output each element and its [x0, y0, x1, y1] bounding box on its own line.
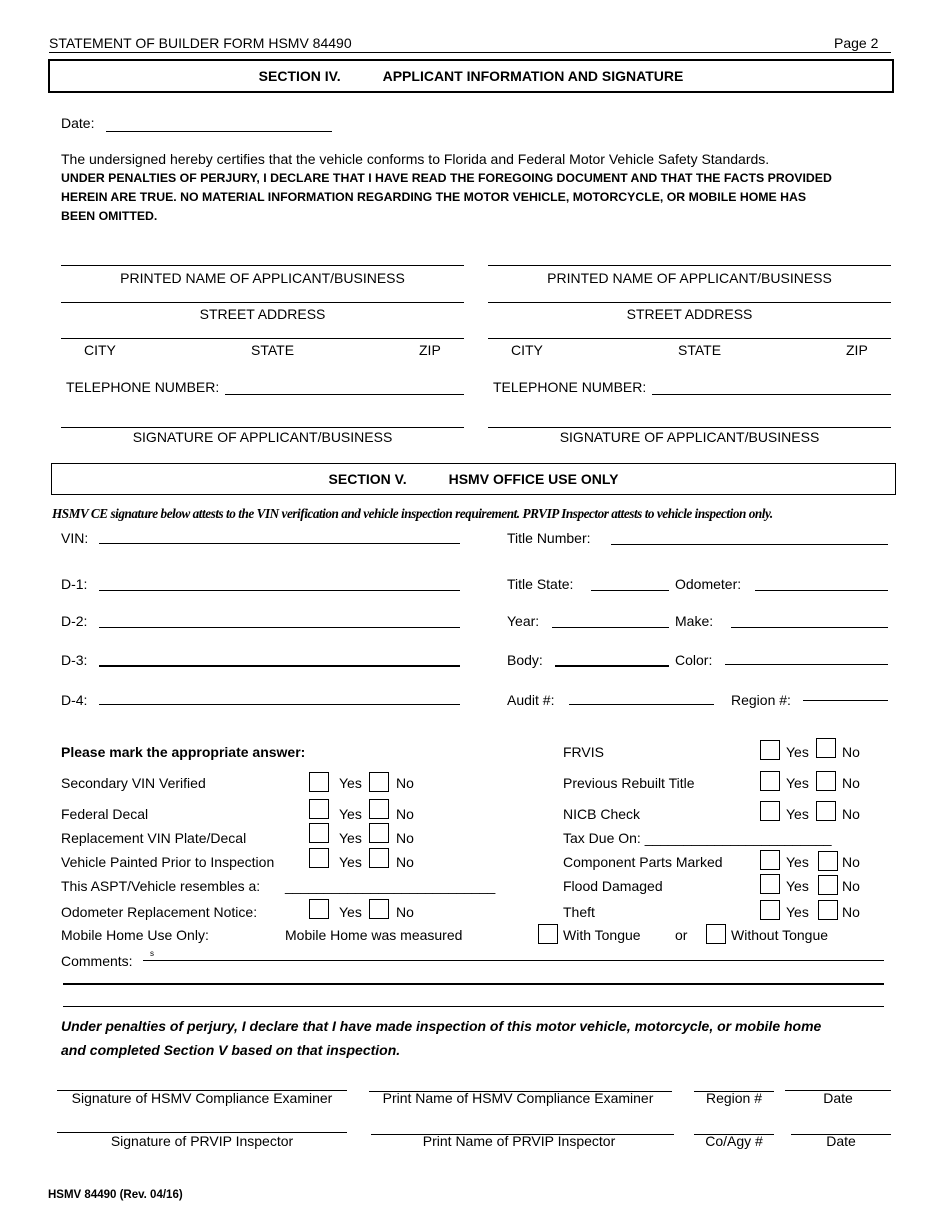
prvip-date-label: Date: [826, 1133, 856, 1149]
component-parts-label: Component Parts Marked: [563, 854, 723, 870]
applicant-1-city-line[interactable]: [61, 338, 464, 339]
previous-rebuilt-yes-label: Yes: [786, 775, 809, 791]
d4-label: D-4:: [61, 692, 88, 708]
vin-input[interactable]: [99, 543, 460, 544]
page-number: Page 2: [834, 35, 879, 51]
section-4-label: SECTION IV.: [258, 68, 341, 84]
applicant-1-state-label: STATE: [251, 342, 295, 358]
comments-input-line-1[interactable]: [143, 960, 884, 961]
comments-label: Comments:: [61, 953, 133, 969]
year-input[interactable]: [552, 627, 669, 628]
applicant-2-signature-label: SIGNATURE OF APPLICANT/BUSINESS: [559, 429, 820, 445]
applicant-1-signature-label: SIGNATURE OF APPLICANT/BUSINESS: [132, 429, 393, 445]
prvip-signature-label: Signature of PRVIP Inspector: [110, 1133, 294, 1149]
tax-due-field[interactable]: Tax Due On: ________________________: [563, 830, 832, 846]
mobile-home-measured-label: Mobile Home was measured: [285, 927, 463, 943]
applicant-1-zip-label: ZIP: [419, 342, 441, 358]
component-parts-yes-checkbox[interactable]: [760, 850, 780, 870]
flood-damaged-yes-checkbox[interactable]: [760, 874, 780, 894]
make-label: Make:: [675, 613, 714, 629]
federal-decal-yes-label: Yes: [339, 806, 362, 822]
title-state-input[interactable]: [591, 590, 669, 591]
federal-decal-yes-checkbox[interactable]: [309, 799, 329, 819]
federal-decal-label: Federal Decal: [61, 806, 149, 822]
applicant-1-signature-line[interactable]: [61, 427, 464, 428]
replacement-vin-label: Replacement VIN Plate/Decal: [61, 830, 247, 846]
applicant-2-telephone-input[interactable]: [652, 394, 891, 395]
theft-yes-checkbox[interactable]: [760, 900, 780, 920]
nicb-check-no-checkbox[interactable]: [816, 801, 836, 821]
applicant-2-street-line[interactable]: [488, 302, 891, 303]
applicant-1-street-label: STREET ADDRESS: [199, 306, 326, 322]
applicant-1-name-label: PRINTED NAME OF APPLICANT/BUSINESS: [120, 270, 405, 286]
component-parts-yes-label: Yes: [786, 854, 809, 870]
audit-label: Audit #:: [507, 692, 555, 708]
make-input[interactable]: [731, 627, 888, 628]
section-5-title: HSMV OFFICE USE ONLY: [448, 471, 619, 487]
odometer-label: Odometer:: [675, 576, 742, 592]
comments-input-line-2[interactable]: [63, 983, 884, 985]
comments-input-line-3[interactable]: [63, 1006, 884, 1007]
nicb-check-yes-label: Yes: [786, 806, 809, 822]
nicb-check-label: NICB Check: [563, 806, 641, 822]
previous-rebuilt-yes-checkbox[interactable]: [760, 771, 780, 791]
odometer-notice-label: Odometer Replacement Notice:: [61, 904, 258, 920]
d3-label: D-3:: [61, 652, 88, 668]
previous-rebuilt-no-label: No: [842, 775, 860, 791]
without-tongue-checkbox[interactable]: [706, 924, 726, 944]
applicant-2-street-label: STREET ADDRESS: [626, 306, 753, 322]
applicant-2-telephone-label: TELEPHONE NUMBER:: [493, 379, 647, 395]
applicant-2-name-line[interactable]: [488, 265, 891, 266]
attestation-note: HSMV CE signature below attests to the VIN verification and vehicle inspection requirement. PRVIP Inspector attests to vehicle inspection only.: [52, 506, 773, 521]
nicb-check-no-label: No: [842, 806, 860, 822]
theft-yes-label: Yes: [786, 904, 809, 920]
replacement-vin-yes-label: Yes: [339, 830, 362, 846]
title-state-label: Title State:: [507, 576, 574, 592]
perjury-statement-line-2: HEREIN ARE TRUE. NO MATERIAL INFORMATION REGARDING THE MOTOR VEHICLE, MOTORCYCLE, OR MOBILE HOME HAS: [61, 190, 807, 204]
frvis-no-label: No: [842, 744, 860, 760]
frvis-label: FRVIS: [563, 744, 604, 760]
color-label: Color:: [675, 652, 713, 668]
federal-decal-no-label: No: [396, 806, 414, 822]
d2-label: D-2:: [61, 613, 88, 629]
replacement-vin-no-label: No: [396, 830, 414, 846]
audit-input[interactable]: [569, 704, 714, 705]
coagy-number-label: Co/Agy #: [705, 1133, 763, 1149]
region-input[interactable]: [803, 700, 888, 701]
date-input[interactable]: [106, 131, 332, 132]
frvis-yes-checkbox[interactable]: [760, 740, 780, 760]
region-label: Region #:: [731, 692, 791, 708]
secondary-vin-no-checkbox[interactable]: [369, 772, 389, 792]
body-label: Body:: [507, 652, 543, 668]
year-label: Year:: [507, 613, 540, 629]
section-5-heading: [51, 463, 896, 495]
inspector-perjury-line-1: Under penalties of perjury, I declare that I have made inspection of this motor vehicle, motorcycle, or mobile home: [61, 1018, 822, 1034]
without-tongue-label: Without Tongue: [731, 927, 829, 943]
odometer-notice-no-checkbox[interactable]: [369, 899, 389, 919]
secondary-vin-label: Secondary VIN Verified: [61, 775, 206, 791]
flood-damaged-no-checkbox[interactable]: [818, 875, 838, 895]
frvis-no-checkbox[interactable]: [816, 738, 836, 758]
applicant-2-signature-line[interactable]: [488, 427, 891, 428]
replacement-vin-yes-checkbox[interactable]: [309, 823, 329, 843]
theft-no-label: No: [842, 904, 860, 920]
odometer-input[interactable]: [755, 590, 888, 591]
resembles-label: This ASPT/Vehicle resembles a:: [61, 878, 261, 894]
applicant-1-street-line[interactable]: [61, 302, 464, 303]
header-rule: [49, 52, 891, 53]
body-input[interactable]: [555, 665, 669, 667]
vehicle-painted-label: Vehicle Painted Prior to Inspection: [61, 854, 275, 870]
d4-input[interactable]: [99, 704, 460, 705]
or-label: or: [675, 927, 688, 943]
applicant-2-state-label: STATE: [678, 342, 722, 358]
previous-rebuilt-no-checkbox[interactable]: [816, 771, 836, 791]
with-tongue-label: With Tongue: [563, 927, 641, 943]
frvis-yes-label: Yes: [786, 744, 809, 760]
date-label: Date:: [61, 115, 95, 131]
prvip-print-label: Print Name of PRVIP Inspector: [422, 1133, 616, 1149]
resembles-input[interactable]: ___________________________: [285, 878, 496, 894]
vehicle-painted-yes-label: Yes: [339, 854, 362, 870]
component-parts-no-label: No: [842, 854, 860, 870]
secondary-vin-no-label: No: [396, 775, 414, 791]
applicant-1-telephone-input[interactable]: [225, 394, 464, 395]
section-4-heading: [48, 59, 894, 93]
perjury-statement-line-1: UNDER PENALTIES OF PERJURY, I DECLARE THAT I HAVE READ THE FOREGOING DOCUMENT AND THAT THE FACTS PROVIDED: [61, 171, 832, 185]
certification-text: The undersigned hereby certifies that the vehicle conforms to Florida and Federal Motor Vehicle Safety Standards.: [61, 151, 770, 167]
applicant-2-city-line[interactable]: [488, 338, 891, 339]
vehicle-painted-no-label: No: [396, 854, 414, 870]
vehicle-painted-yes-checkbox[interactable]: [309, 848, 329, 868]
d3-input[interactable]: [99, 665, 460, 667]
flood-damaged-no-label: No: [842, 878, 860, 894]
applicant-1-city-label: CITY: [84, 342, 116, 358]
component-parts-no-checkbox[interactable]: [818, 851, 838, 871]
secondary-vin-yes-label: Yes: [339, 775, 362, 791]
applicant-1-name-line[interactable]: [61, 265, 464, 266]
odometer-notice-no-label: No: [396, 904, 414, 920]
nicb-check-yes-checkbox[interactable]: [760, 801, 780, 821]
vehicle-painted-no-checkbox[interactable]: [369, 848, 389, 868]
previous-rebuilt-label: Previous Rebuilt Title: [563, 775, 695, 791]
inspector-perjury-line-2: and completed Section V based on that inspection.: [61, 1042, 401, 1058]
section-4-title: APPLICANT INFORMATION AND SIGNATURE: [382, 68, 684, 84]
theft-no-checkbox[interactable]: [818, 900, 838, 920]
d1-input[interactable]: [99, 590, 460, 591]
examiner-print-label: Print Name of HSMV Compliance Examiner: [382, 1090, 654, 1106]
applicant-1-telephone-label: TELEPHONE NUMBER:: [66, 379, 220, 395]
d1-label: D-1:: [61, 576, 88, 592]
region-number-label: Region #: [705, 1090, 763, 1106]
odometer-notice-yes-checkbox[interactable]: [309, 899, 329, 919]
title-number-input[interactable]: [611, 544, 888, 545]
applicant-2-zip-label: ZIP: [846, 342, 868, 358]
form-revision: HSMV 84490 (Rev. 04/16): [48, 1189, 183, 1201]
d2-input[interactable]: [99, 627, 460, 628]
applicant-2-name-label: PRINTED NAME OF APPLICANT/BUSINESS: [547, 270, 832, 286]
replacement-vin-no-checkbox[interactable]: [369, 823, 389, 843]
theft-label: Theft: [563, 904, 595, 920]
applicant-2-city-label: CITY: [511, 342, 543, 358]
color-input[interactable]: [725, 664, 888, 665]
federal-decal-no-checkbox[interactable]: [369, 799, 389, 819]
perjury-statement-line-3: BEEN OMITTED.: [61, 209, 158, 223]
with-tongue-checkbox[interactable]: [538, 924, 558, 944]
flood-damaged-label: Flood Damaged: [563, 878, 663, 894]
vin-label: VIN:: [61, 530, 89, 546]
title-number-label: Title Number:: [507, 530, 591, 546]
secondary-vin-yes-checkbox[interactable]: [309, 772, 329, 792]
comments-mark: s: [150, 949, 154, 958]
form-title: STATEMENT OF BUILDER FORM HSMV 84490: [49, 35, 352, 51]
examiner-date-label: Date: [823, 1090, 853, 1106]
section-5-label: SECTION V.: [328, 471, 407, 487]
mobile-home-label: Mobile Home Use Only:: [61, 927, 209, 943]
mark-answer-heading: Please mark the appropriate answer:: [61, 744, 306, 760]
examiner-signature-label: Signature of HSMV Compliance Examiner: [71, 1090, 333, 1106]
odometer-notice-yes-label: Yes: [339, 904, 362, 920]
flood-damaged-yes-label: Yes: [786, 878, 809, 894]
